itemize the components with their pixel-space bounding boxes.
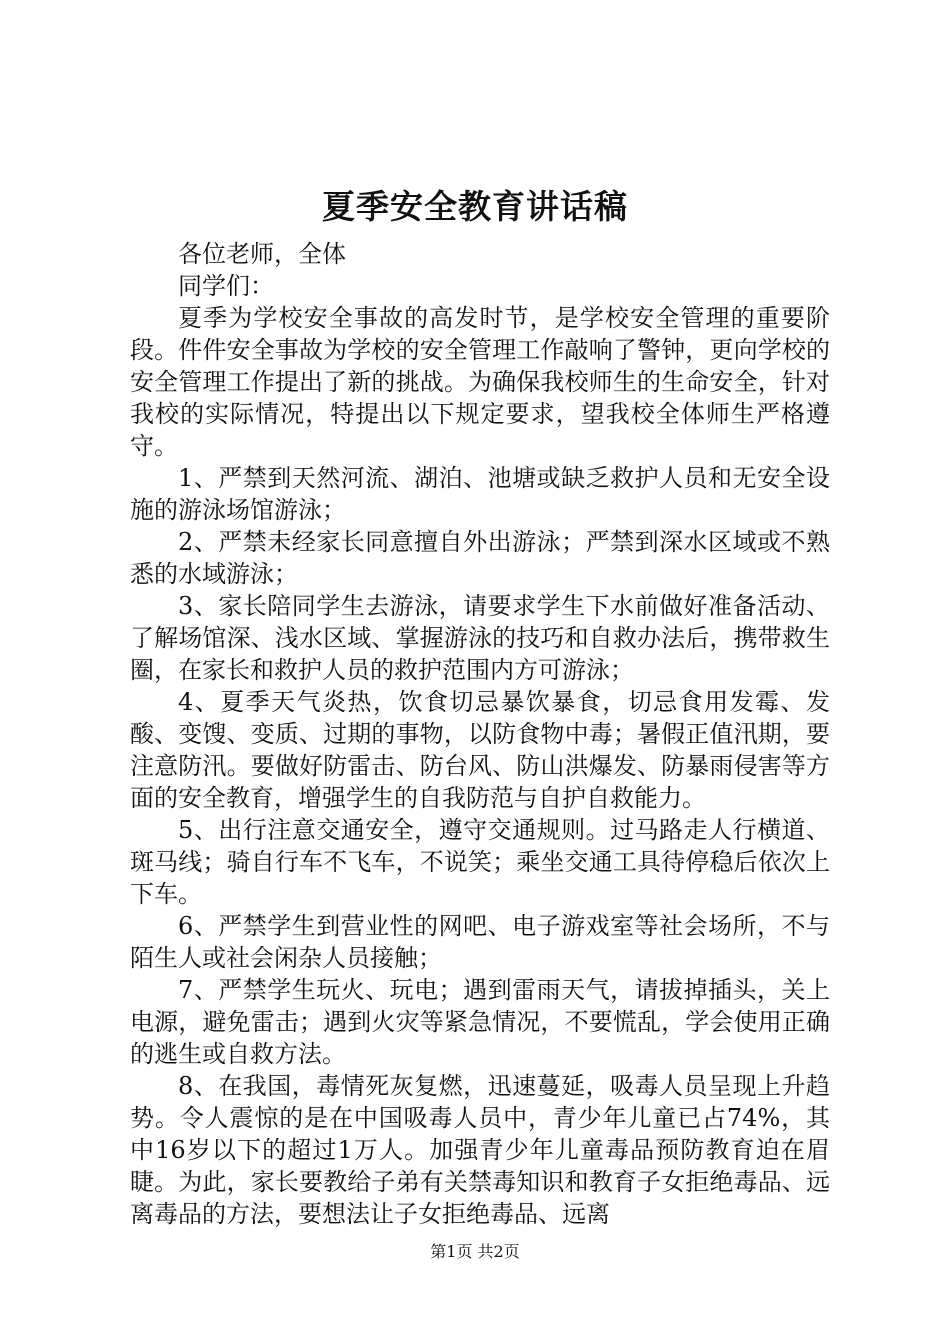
paragraph-rule-6: 6、严禁学生到营业性的网吧、电子游戏室等社会场所，不与陌生人或社会闲杂人员接触； [130,912,830,972]
paragraph-rule-2: 2、严禁未经家长同意擅自外出游泳；严禁到深水区域或不熟悉的水域游泳； [130,528,830,588]
paragraph-intro: 夏季为学校安全事故的高发时节，是学校安全管理的重要阶段。件件安全事故为学校的安全管理工作敲响了警钟，更向学校的安全管理工作提出了新的挑战。为确保我校师生的生命安全，针对我校的实际情况，特提出以下规定要求，望我校全体师生严格遵守。 [130,304,830,460]
paragraph-rule-4: 4、夏季天气炎热，饮食切忌暴饮暴食，切忌食用发霉、发酸、变馊、变质、过期的事物，以防食物中毒；暑假正值汛期，要注意防汛。要做好防雷击、防台风、防山洪爆发、防暴雨侵害等方面的安全教育，增强学生的自我防范与自护自救能力。 [130,688,830,812]
salutation-line-2: 同学们： [178,272,274,300]
document-title: 夏季安全教育讲话稿 [322,187,628,226]
paragraph-rule-7: 7、严禁学生玩火、玩电；遇到雷雨天气，请拔掉插头，关上电源，避免雷击；遇到火灾等紧急情况，不要慌乱，学会使用正确的逃生或自救方法。 [130,976,830,1068]
paragraph-rule-5: 5、出行注意交通安全，遵守交通规则。过马路走人行横道、斑马线；骑自行车不飞车，不说笑；乘坐交通工具待停稳后依次上下车。 [130,816,830,908]
paragraph-rule-8: 8、在我国，毒情死灰复燃，迅速蔓延，吸毒人员呈现上升趋势。令人震惊的是在中国吸毒人员中，青少年儿童已占74%，其中16岁以下的超过1万人。加强青少年儿童毒品预防教育迫在眉睫。为此，家长要教给子弟有关禁毒知识和教育子女拒绝毒品、远离毒品的方法，要想法让子女拒绝毒品、远离 [130,1072,830,1228]
paragraph-rule-3: 3、家长陪同学生去游泳，请要求学生下水前做好准备活动、了解场馆深、浅水区域、掌握游泳的技巧和自救办法后，携带救生圈，在家长和救护人员的救护范围内方可游泳； [130,592,830,684]
salutation-line-1: 各位老师，全体 [178,240,346,268]
document-body [130,238,830,1230]
page-indicator: 第1页 共2页 [430,1242,520,1261]
paragraph-rule-1: 1、严禁到天然河流、湖泊、池塘或缺乏救护人员和无安全设施的游泳场馆游泳； [130,464,830,524]
